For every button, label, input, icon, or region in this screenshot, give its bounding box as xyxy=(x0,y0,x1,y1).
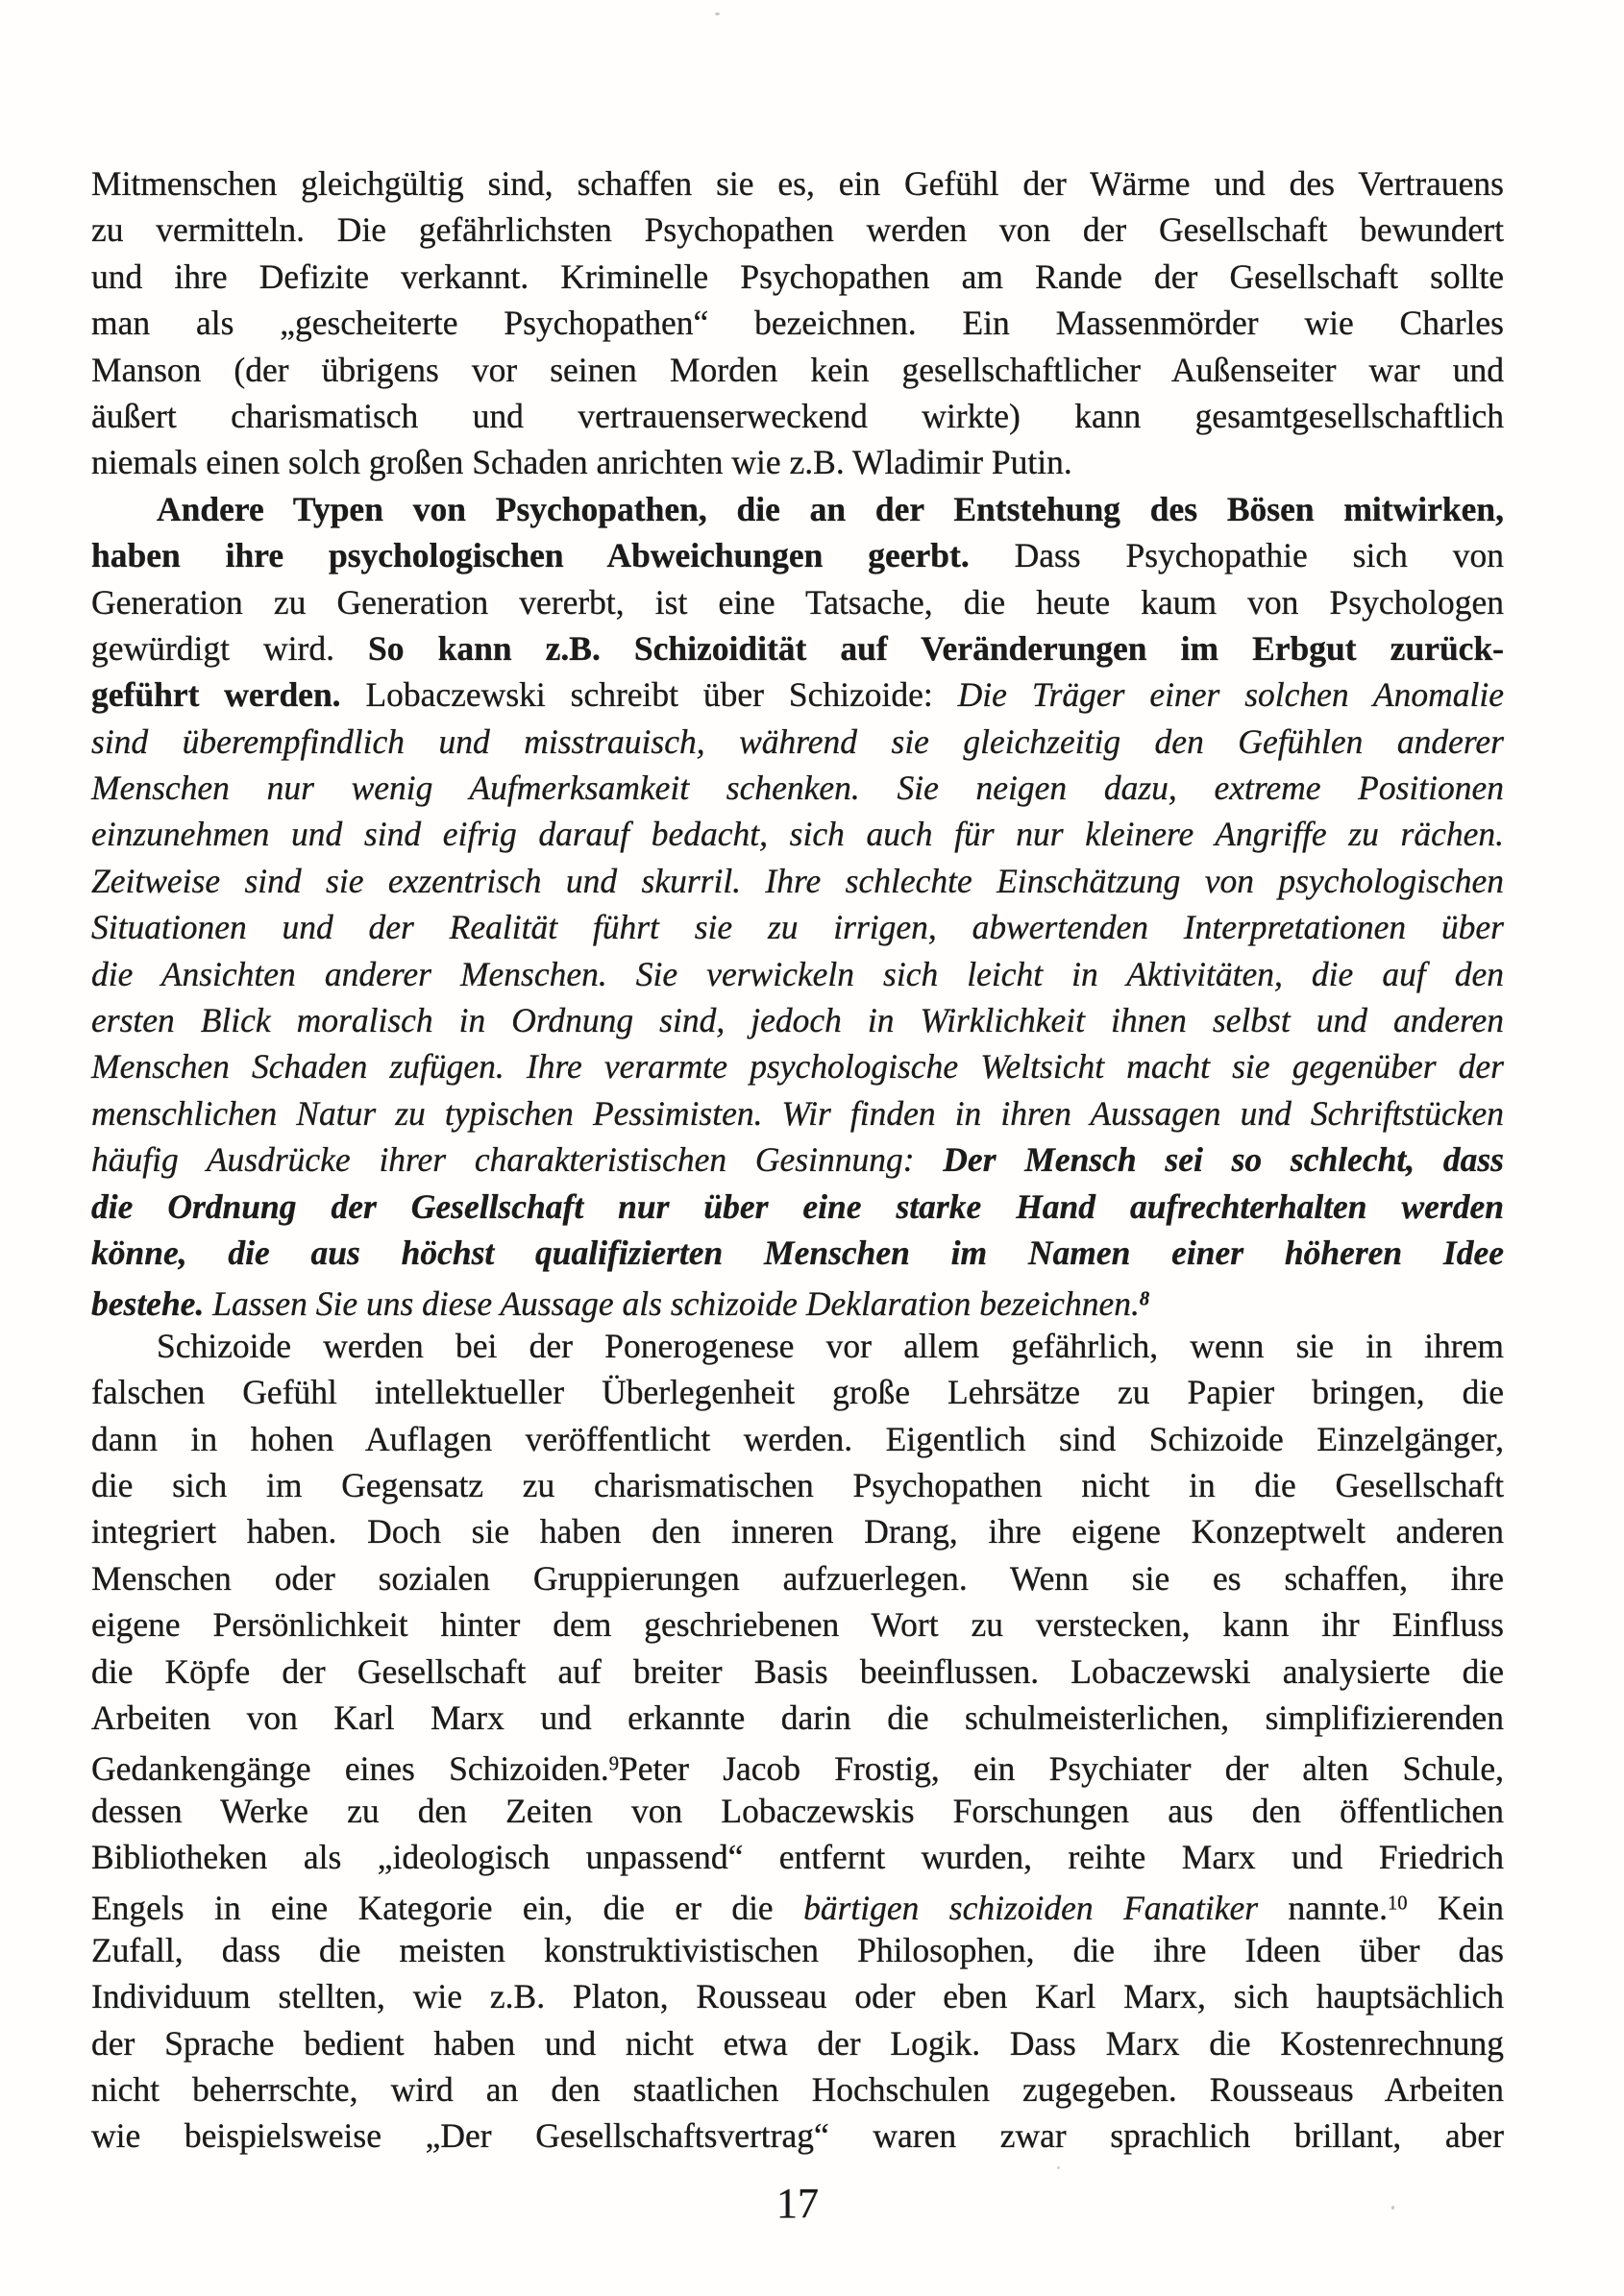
text-line xyxy=(91,1230,1504,1276)
text-line-content xyxy=(91,2116,1504,2155)
text-line-content xyxy=(91,304,1504,342)
text-segment: falschen Gefühl intellektueller Überlegenheit große Lehrsätze zu Papier bringen, die xyxy=(91,1373,1504,1412)
text-line-content xyxy=(91,1001,1504,1039)
text-line xyxy=(91,1369,1504,1415)
text-segment: bestehe. xyxy=(91,1284,205,1324)
text-segment: Schizoide werden bei der Ponerogenese vor allem gefährlich, wenn sie in ihrem xyxy=(157,1326,1504,1365)
text-line-content xyxy=(91,769,1504,807)
text-segment: die sich im Gegensatz zu charismatischen Psychopathen nicht in die Gesellschaft xyxy=(91,1465,1504,1504)
text-line xyxy=(91,486,1504,532)
text-segment: eigene Persönlichkeit hinter dem geschriebenen Wort zu verstecken, kann ihr Einfluss xyxy=(91,1605,1504,1645)
text-segment: Situationen und der Realität führt sie zu irrigen, abwertenden Interpretationen über xyxy=(91,908,1504,947)
text-line-content xyxy=(157,1327,1504,1365)
text-line-content xyxy=(91,2024,1504,2063)
text-line xyxy=(91,1741,1504,1787)
text-segment: Zufall, dass die meisten konstruktivistischen Philosophen, die ihre Ideen über das xyxy=(91,1930,1504,1969)
text-line-content xyxy=(91,1187,1504,1226)
text-line-content xyxy=(91,1373,1504,1411)
text-segment: Individuum stellten, wie z.B. Platon, Rousseau oder eben Karl Marx, sich hauptsächlich xyxy=(91,1977,1504,2016)
text-line-content xyxy=(91,583,1504,622)
text-segment: Mitmenschen gleichgültig sind, schaffen sie es, ein Gefühl der Wärme und des Vertrauens xyxy=(91,164,1504,203)
text-line xyxy=(91,997,1504,1043)
scan-speck xyxy=(1391,2206,1394,2210)
text-line xyxy=(91,904,1504,950)
text-line-content xyxy=(91,1889,1504,1927)
text-line-content xyxy=(91,1698,1504,1737)
text-line-content xyxy=(91,908,1504,946)
text-line xyxy=(91,719,1504,765)
text-line-content xyxy=(91,722,1504,761)
text-line xyxy=(91,579,1504,625)
text-segment: Menschen Schaden zufügen. Ihre verarmte psychologische Weltsicht macht sie gegenüber der xyxy=(91,1047,1504,1087)
text-line-content xyxy=(91,443,1072,481)
text-line xyxy=(91,1927,1504,1973)
text-line xyxy=(91,1649,1504,1695)
text-segment: Dass Psychopathie sich von xyxy=(969,536,1504,575)
text-segment: äußert charismatisch und vertrauenserweckend wirkte) kann gesamtgesellschaftlich xyxy=(91,396,1504,435)
text-segment: Menschen oder sozialen Gruppierungen aufzuerlegen. Wenn sie es schaffen, ihre xyxy=(91,1558,1504,1598)
text-line-content xyxy=(91,1284,1149,1323)
text-segment: Bibliotheken als „ideologisch unpassend“ entfernt wurden, reihte Marx und Friedrich xyxy=(91,1838,1504,1877)
text-segment: bärtigen schizoiden Fanatiker xyxy=(803,1889,1259,1928)
text-line-content xyxy=(91,1652,1504,1691)
text-segment: die Köpfe der Gesellschaft auf breiter Basis beeinflussen. Lobaczewski analysierte die xyxy=(91,1651,1504,1691)
text-line xyxy=(91,532,1504,578)
text-line-content xyxy=(91,1792,1504,1830)
text-line xyxy=(91,1555,1504,1601)
text-line xyxy=(91,1508,1504,1554)
text-segment: Andere Typen von Psychopathen, die an der Entstehung des Bösen mitwirken, xyxy=(157,489,1504,528)
text-segment: dessen Werke zu den Zeiten von Lobaczewskis Forschungen aus den öffentlichen xyxy=(91,1791,1504,1830)
text-line xyxy=(91,1323,1504,1369)
text-line-content xyxy=(91,1931,1504,1969)
text-segment: Die Träger einer solchen Anomalie xyxy=(957,675,1504,715)
text-line xyxy=(91,207,1504,253)
page-number: 17 xyxy=(776,2180,819,2227)
text-line xyxy=(91,347,1504,393)
text-line-content xyxy=(91,1838,1504,1876)
text-segment: Peter Jacob Frostig, ein Psychiater der alten Schule, xyxy=(619,1748,1505,1788)
text-line xyxy=(91,1136,1504,1183)
text-segment: und ihre Defizite verkannt. Kriminelle Psychopathen am Rande der Gesellschaft sollte xyxy=(91,256,1504,296)
body-text xyxy=(91,160,1504,2160)
text-segment: der Sprache bedient haben und nicht etwa der Logik. Dass Marx die Kostenrechnung xyxy=(91,2023,1504,2063)
text-line xyxy=(91,254,1504,300)
footnote-ref: 9 xyxy=(608,1753,620,1775)
text-line xyxy=(91,393,1504,439)
text-segment: Lassen Sie uns diese Aussage als schizoide Deklaration bezeichnen. xyxy=(204,1284,1140,1324)
text-line xyxy=(91,2020,1504,2066)
text-line xyxy=(91,1276,1504,1322)
text-line xyxy=(91,1184,1504,1230)
text-line-content xyxy=(91,536,1504,574)
text-segment: wie beispielsweise „Der Gesellschaftsvertrag“ waren zwar sprachlich brillant, aber xyxy=(91,2116,1504,2156)
text-segment: ersten Blick moralisch in Ordnung sind, jedoch in Wirklichkeit ihnen selbst und anderen xyxy=(91,1001,1504,1040)
text-line-content xyxy=(91,1140,1504,1179)
text-segment: nannte. xyxy=(1258,1889,1388,1928)
text-segment: niemals einen solch großen Schaden anrichten wie z.B. Wladimir Putin. xyxy=(91,443,1072,482)
text-line-content xyxy=(91,1094,1504,1133)
text-line xyxy=(91,160,1504,207)
text-line xyxy=(91,1416,1504,1462)
text-line-content xyxy=(91,1977,1504,2015)
text-line xyxy=(91,2066,1504,2113)
text-line xyxy=(91,2113,1504,2159)
text-line xyxy=(91,672,1504,718)
text-line xyxy=(91,1601,1504,1648)
text-line-content xyxy=(157,490,1504,528)
text-segment: So kann z.B. Schizoidität auf Veränderungen im Erbgut zurück- xyxy=(368,628,1505,668)
text-line xyxy=(91,1834,1504,1880)
text-line-content xyxy=(91,1233,1504,1272)
text-line-content xyxy=(91,629,1504,668)
text-segment: gewürdigt wird. xyxy=(91,628,369,668)
text-segment: sind überempfindlich und misstrauisch, während sie gleichzeitig den Gefühlen anderer xyxy=(91,721,1504,761)
text-segment: Zeitweise sind sie exzentrisch und skurril. Ihre schlechte Einschätzung von psychologischen xyxy=(91,861,1504,900)
text-segment: man als „gescheiterte Psychopathen“ bezeichnen. Ein Massenmörder wie Charles xyxy=(91,304,1504,343)
text-segment: Engels in eine Kategorie ein, die er die xyxy=(91,1889,804,1928)
text-segment: könne, die aus höchst qualifizierten Menschen im Namen einer höheren Idee xyxy=(91,1233,1504,1272)
text-segment: häufig Ausdrücke ihrer charakteristischen Gesinnung: xyxy=(91,1140,944,1180)
scan-speck xyxy=(1057,2166,1060,2169)
text-segment: geführt werden. xyxy=(91,675,366,715)
text-line-content xyxy=(91,1466,1504,1504)
text-segment: Arbeiten von Karl Marx und erkannte darin die schulmeisterlichen, simplifizierenden xyxy=(91,1698,1504,1737)
text-segment: Der Mensch sei so schlecht, dass xyxy=(943,1140,1504,1180)
text-line-content xyxy=(91,955,1504,993)
text-line-content xyxy=(91,2070,1504,2109)
text-line-content xyxy=(91,1047,1504,1086)
text-line xyxy=(91,1090,1504,1136)
text-line-content xyxy=(91,815,1504,853)
text-segment: Manson (der übrigens vor seinen Morden kein gesellschaftlicher Außenseiter war und xyxy=(91,350,1504,389)
text-line xyxy=(91,625,1504,672)
text-segment: die Ansichten anderer Menschen. Sie verwickeln sich leicht in Aktivitäten, die auf den xyxy=(91,954,1504,993)
text-line-content xyxy=(91,397,1504,435)
text-line-content xyxy=(91,1605,1504,1644)
text-line-content xyxy=(91,675,1504,714)
footnote-ref: 8 xyxy=(1139,1288,1150,1310)
text-line-content xyxy=(91,351,1504,389)
text-line-content xyxy=(91,1420,1504,1458)
text-segment: zu vermitteln. Die gefährlichsten Psychopathen werden von der Gesellschaft bewundert xyxy=(91,210,1504,250)
scan-speck xyxy=(715,12,720,15)
text-segment: nicht beherrschte, wird an den staatlichen Hochschulen zugegeben. Rousseaus Arbeiten xyxy=(91,2070,1504,2110)
text-line xyxy=(91,1880,1504,1926)
text-segment: haben ihre psychologischen Abweichungen geerbt. xyxy=(91,536,970,575)
text-line xyxy=(91,1973,1504,2019)
text-line-content xyxy=(91,210,1504,249)
text-line xyxy=(91,300,1504,346)
text-segment: Generation zu Generation vererbt, ist eine Tatsache, die heute kaum von Psychologen xyxy=(91,582,1504,622)
text-line-content xyxy=(91,164,1504,203)
text-line-content xyxy=(91,257,1504,296)
text-line-content xyxy=(91,1749,1504,1788)
text-segment: Menschen nur wenig Aufmerksamkeit schenken. Sie neigen dazu, extreme Positionen xyxy=(91,769,1504,808)
text-segment: menschlichen Natur zu typischen Pessimisten. Wir finden in ihren Aussagen und Schriftstücken xyxy=(91,1093,1504,1133)
text-segment: die Ordnung der Gesellschaft nur über eine starke Hand aufrechterhalten werden xyxy=(91,1186,1504,1226)
text-segment: Kein xyxy=(1407,1889,1504,1928)
text-line xyxy=(91,1695,1504,1741)
text-line xyxy=(91,1462,1504,1508)
text-line xyxy=(91,811,1504,857)
text-line xyxy=(91,1043,1504,1089)
text-line-content xyxy=(91,1512,1504,1551)
text-line xyxy=(91,765,1504,811)
text-line xyxy=(91,439,1504,485)
text-segment: Gedankengänge eines Schizoiden. xyxy=(91,1748,609,1788)
text-segment: Lobaczewski schreibt über Schizoide: xyxy=(365,675,958,715)
footnote-ref: 10 xyxy=(1387,1893,1408,1915)
text-line xyxy=(91,1788,1504,1834)
text-segment: dann in hohen Auflagen veröffentlicht werden. Eigentlich sind Schizoide Einzelgänger, xyxy=(91,1419,1504,1458)
text-segment: integriert haben. Doch sie haben den inneren Drang, ihre eigene Konzeptwelt anderen xyxy=(91,1512,1504,1551)
text-segment: einzunehmen und sind eifrig darauf bedacht, sich auch für nur kleinere Angriffe zu rächen. xyxy=(91,815,1504,854)
text-line-content xyxy=(91,862,1504,900)
text-line xyxy=(91,858,1504,904)
text-line xyxy=(91,951,1504,997)
text-line-content xyxy=(91,1559,1504,1598)
